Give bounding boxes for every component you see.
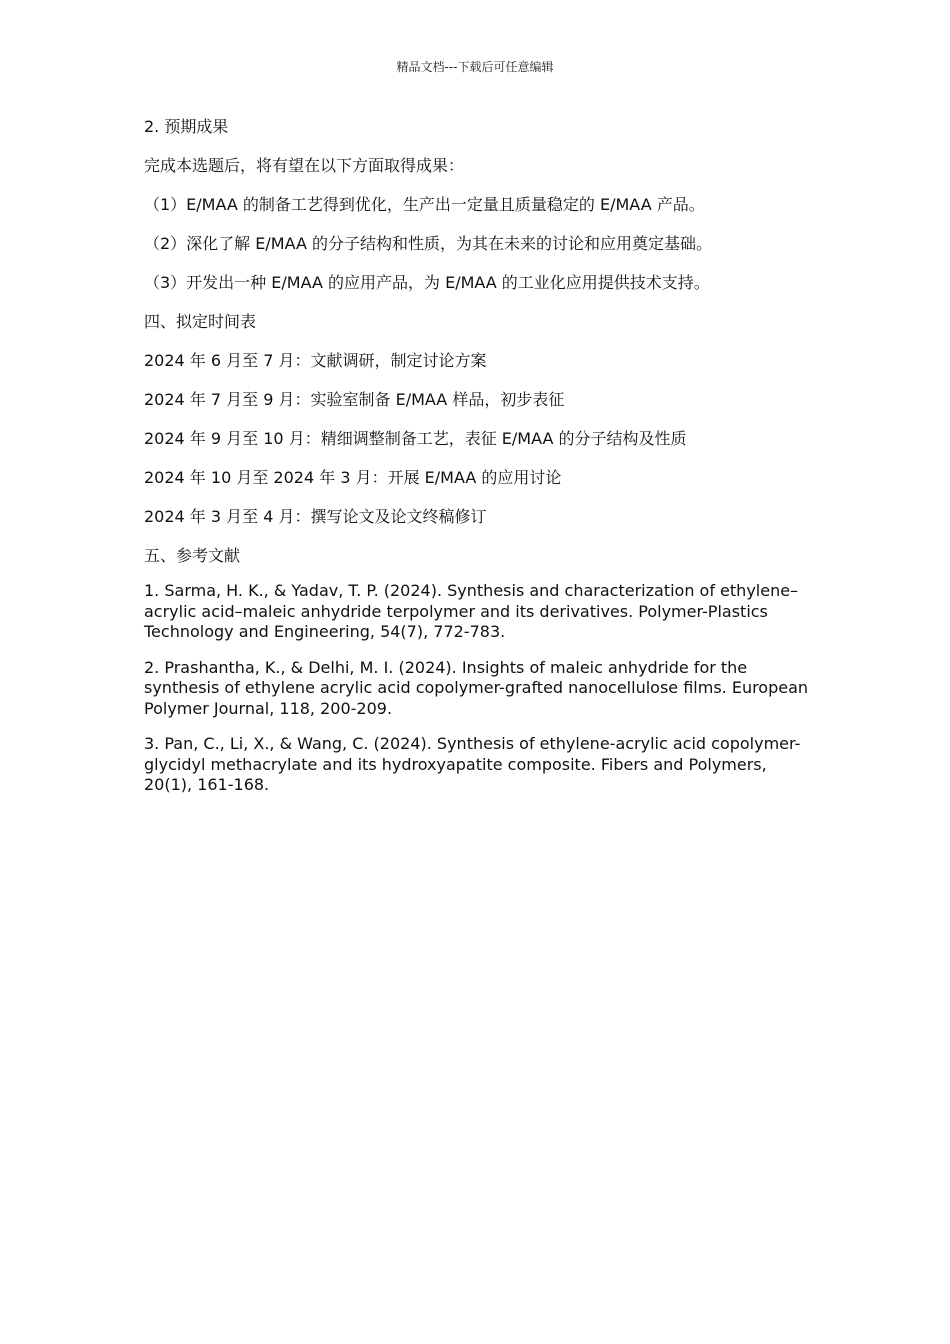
expected-result-item: （2）深化了解 E/MAA 的分子结构和性质，为其在未来的讨论和应用奠定基础。 [144,234,712,253]
reference-item: 2. Prashantha, K., & Delhi, M. I. (2024). Insights of maleic anhydride for the synthesis of ethylene acrylic acid copolymer-grafted nanocellulose films. European Polymer Journal, 118, 200-209. [144,657,809,718]
timeline-item: 2024 年 7 月至 9 月：实验室制备 E/MAA 样品，初步表征 [144,390,565,409]
expected-result-item: （3）开发出一种 E/MAA 的应用产品，为 E/MAA 的工业化应用提供技术支持。 [144,273,710,292]
timeline-item: 2024 年 6 月至 7 月：文献调研，制定讨论方案 [144,351,487,370]
section-heading-timeline: 四、拟定时间表 [144,312,257,331]
section-heading-expected-results: 2. 预期成果 [144,117,229,136]
reference-item: 3. Pan, C., Li, X., & Wang, C. (2024). Synthesis of ethylene-acrylic acid copolymer-glycidyl methacrylate and its hydroxyapatite composite. Fibers and Polymers, 20(1), 161-168. [144,734,801,794]
reference-item: 1. Sarma, H. K., & Yadav, T. P. (2024). Synthesis and characterization of ethylene–acrylic acid–maleic anhydride terpolymer and its derivatives. Polymer-Plastics Technology and Engineering, 54(7), 772-783. [144,581,799,641]
expected-result-item: （1）E/MAA 的制备工艺得到优化，生产出一定量且质量稳定的 E/MAA 产品。 [144,195,705,214]
timeline-item: 2024 年 10 月至 2024 年 3 月：开展 E/MAA 的应用讨论 [144,468,562,487]
reference-list [144,581,814,796]
page-header: 精品文档---下载后可任意编辑 [396,60,554,74]
timeline-item: 2024 年 9 月至 10 月：精细调整制备工艺，表征 E/MAA 的分子结构及性质 [144,429,687,448]
section-heading-references: 五、参考文献 [144,546,241,565]
timeline-item: 2024 年 3 月至 4 月：撰写论文及论文终稿修订 [144,507,487,526]
expected-results-intro: 完成本选题后，将有望在以下方面取得成果： [144,156,465,175]
document-body [144,116,814,811]
